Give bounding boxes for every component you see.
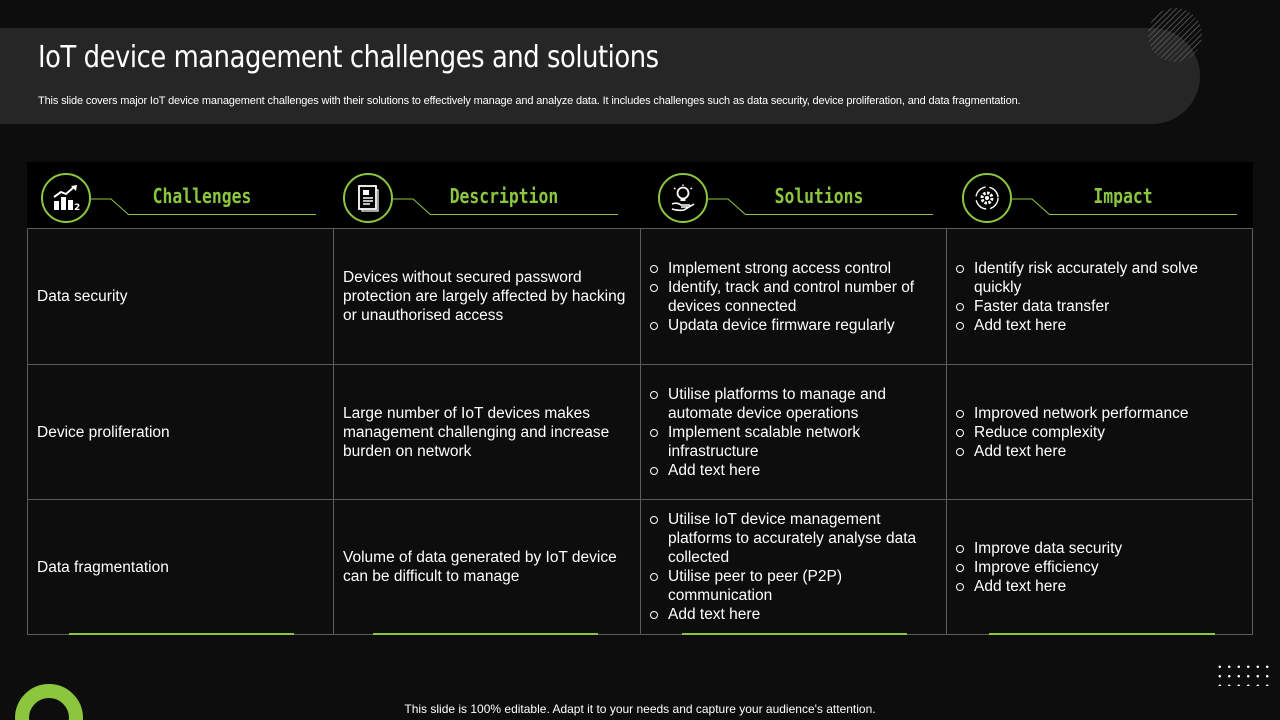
header-underline [746, 214, 933, 215]
table-cell-description [334, 365, 641, 500]
table-cell-challenge [28, 229, 334, 365]
challenge-text: Data fragmentation [37, 558, 169, 576]
solutions-list [650, 385, 937, 480]
list-item: Identify risk accurately and solve quickly [956, 259, 1243, 297]
column-label: Impact [1093, 184, 1153, 208]
table-cell-impact [947, 229, 1252, 365]
list-item: Implement scalable network infrastructure [650, 423, 937, 461]
column-header-challenges [27, 162, 333, 228]
list-item: Add text here [956, 316, 1243, 335]
solutions-list [650, 510, 937, 624]
header-connector [708, 198, 748, 216]
list-item: Updata device firmware regularly [650, 316, 937, 335]
list-item: Add text here [650, 605, 937, 624]
column-label: Description [449, 184, 559, 208]
description-text: Volume of data generated by IoT device can be difficult to manage [343, 549, 617, 585]
list-item: Utilise IoT device management platforms to accurately analyse data collected [650, 510, 937, 567]
column-accent-line [69, 633, 294, 635]
solutions-list [650, 259, 937, 335]
impact-list [956, 539, 1122, 596]
footer-note: This slide is 100% editable. Adapt it to your needs and capture your audience's attention. [404, 702, 876, 716]
header-connector [393, 198, 433, 216]
header-underline [431, 214, 618, 215]
challenge-text: Data security [37, 288, 128, 305]
column-header-solutions [644, 162, 950, 228]
table-header [27, 162, 1253, 228]
header-connector [1012, 198, 1052, 216]
list-item: Add text here [956, 577, 1122, 596]
list-item: Identify, track and control number of devices connected [650, 278, 937, 316]
table-cell-impact [947, 365, 1252, 500]
description-text: Large number of IoT devices makes management challenging and increase burden on network [343, 404, 610, 460]
header-underline [129, 214, 316, 215]
list-item: Add text here [650, 461, 937, 480]
page-title: IoT device management challenges and solutions [38, 40, 659, 75]
column-label: Challenges [152, 184, 252, 208]
table-cell-solutions [641, 365, 947, 500]
table-cell-solutions [641, 229, 947, 365]
table-cell-solutions [641, 500, 947, 634]
list-item: Add text here [956, 442, 1189, 461]
column-accent-line [989, 633, 1215, 635]
column-accent-line [373, 633, 598, 635]
table-cell-description [334, 229, 641, 365]
impact-list [956, 259, 1243, 335]
challenge-text: Device proliferation [37, 423, 170, 441]
decorative-dot-grid [1215, 662, 1275, 686]
column-label: Solutions [774, 184, 864, 208]
page-subtitle: This slide covers major IoT device management challenges with their solutions to effectively manage and analyze data. It includes challenges such as data security, device proliferation, and data fragmentation. [38, 95, 1021, 107]
idea-bulb-icon [658, 173, 708, 223]
column-header-description [329, 162, 635, 228]
list-item: Improve efficiency [956, 558, 1122, 577]
list-item: Reduce complexity [956, 423, 1189, 442]
list-item: Utilise peer to peer (P2P) communication [650, 567, 937, 605]
table-cell-impact [947, 500, 1252, 634]
document-icon [343, 173, 393, 223]
column-accent-line [682, 633, 907, 635]
svg-text:2: 2 [74, 203, 80, 211]
decorative-hatched-circle [1148, 8, 1202, 62]
target-gear-icon [962, 173, 1012, 223]
header-underline [1050, 214, 1237, 215]
impact-list [956, 404, 1189, 461]
list-item: Implement strong access control [650, 259, 937, 278]
table-cell-challenge [28, 365, 334, 500]
description-text: Devices without secured password protection are largely affected by hacking or unauthorised access [343, 269, 626, 324]
table-cell-challenge [28, 500, 334, 634]
growth-chart-icon [41, 173, 91, 223]
list-item: Faster data transfer [956, 297, 1243, 316]
list-item: Utilise platforms to manage and automate device operations [650, 385, 937, 423]
challenges-table [27, 228, 1253, 635]
list-item: Improve data security [956, 539, 1122, 558]
table-cell-description [334, 500, 641, 634]
column-header-impact [948, 162, 1253, 228]
list-item: Improved network performance [956, 404, 1189, 423]
header-connector [91, 198, 131, 216]
